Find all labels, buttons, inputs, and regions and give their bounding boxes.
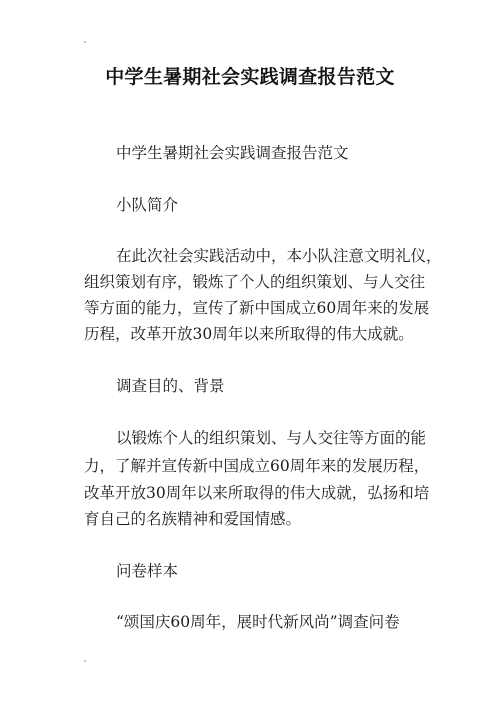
paragraph-line: 组织策划有序，锻炼了个人的组织策划、与人交往 bbox=[84, 273, 426, 291]
paragraph-line: 在此次社会实践活动中，本小队注意文明礼仪， bbox=[116, 247, 442, 265]
page-corner-mark bbox=[84, 660, 86, 662]
paragraph-line: 等方面的能力，宣传了新中国成立60周年来的发展 bbox=[84, 299, 430, 317]
section-heading-team-intro: 小队简介 bbox=[116, 196, 179, 214]
paragraph-line: 育自己的名族精神和爱国情感。 bbox=[84, 510, 302, 528]
paragraph-line: 以锻炼个人的组织策划、与人交往等方面的能 bbox=[116, 429, 427, 447]
paragraph-line: 改革开放30周年以来所取得的伟大成就，弘扬和培 bbox=[84, 484, 430, 502]
document-subtitle: 中学生暑期社会实践调查报告范文 bbox=[116, 144, 349, 162]
page-corner-mark bbox=[84, 41, 86, 43]
questionnaire-title: “颂国庆60周年，展时代新风尚”调查问卷 bbox=[116, 613, 400, 631]
section-heading-questionnaire: 问卷样本 bbox=[116, 562, 179, 580]
section-heading-purpose: 调查目的、背景 bbox=[116, 377, 225, 395]
paragraph-line: 历程，改革开放30周年以来所取得的伟大成就。 bbox=[84, 325, 414, 343]
document-title: 中学生暑期社会实践调查报告范文 bbox=[105, 66, 395, 88]
paragraph-line: 力，了解并宣传新中国成立60周年来的发展历程， bbox=[84, 457, 430, 475]
